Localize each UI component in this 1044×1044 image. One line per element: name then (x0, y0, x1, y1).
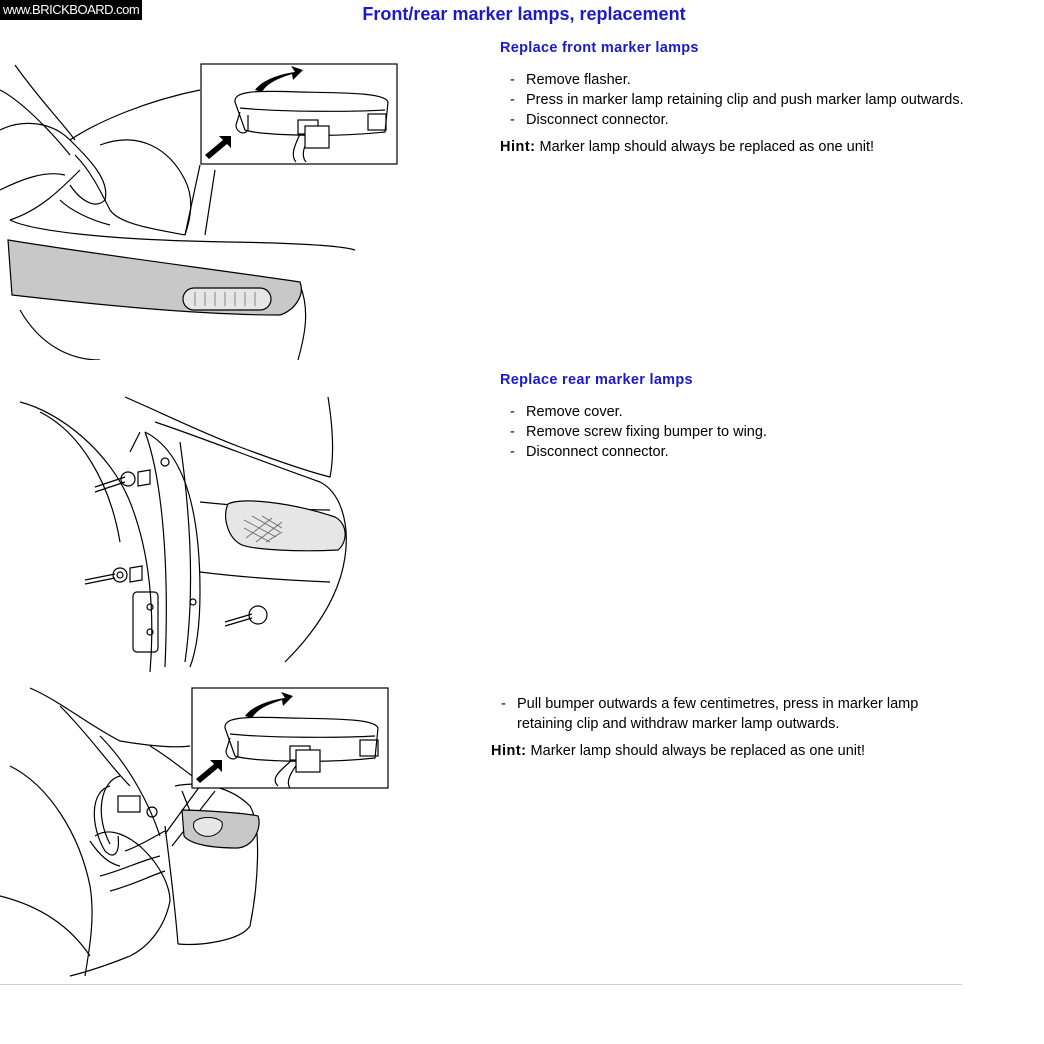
front-step: - Disconnect connector. (510, 112, 669, 128)
hint-label: Hint: (491, 743, 527, 759)
rear-step: - Remove screw fixing bumper to wing. (510, 424, 767, 440)
rear-steps-list (500, 402, 767, 462)
watermark-logo: www.BRICKBOARD.com (0, 0, 142, 20)
hint-label: Hint: (500, 139, 536, 155)
step-dash: - (501, 696, 506, 712)
hint-text: Marker lamp should always be replaced as one unit! (530, 743, 866, 759)
front-step: - Remove flasher. (510, 72, 631, 88)
page-title: Front/rear marker lamps, replacement (362, 4, 686, 24)
front-section-title: Replace front marker lamps (500, 40, 699, 56)
front-hint (500, 137, 874, 157)
step-dash: - (510, 112, 515, 128)
rear-step: - Disconnect connector. (510, 444, 669, 460)
front-step: - Press in marker lamp retaining clip and push marker lamp outwards. (510, 92, 964, 108)
third-hint (491, 741, 865, 761)
front-marker-lamp-illustration (0, 60, 400, 360)
third-steps-list (491, 694, 918, 734)
step-dash: - (510, 72, 515, 88)
third-step: - Pull bumper outwards a few centimetres, press in marker lamp retaining clip and withdraw marker lamp outwards. (501, 696, 919, 732)
rear-marker-lamp-illustration (0, 392, 400, 672)
front-steps-list (500, 70, 964, 130)
step-dash: - (510, 424, 515, 440)
hint-text: Marker lamp should always be replaced as one unit! (539, 139, 875, 155)
step-dash: - (510, 444, 515, 460)
bottom-divider (0, 984, 962, 985)
rear-section-title: Replace rear marker lamps (500, 372, 693, 388)
step-dash: - (510, 92, 515, 108)
rear-step: - Remove cover. (510, 404, 623, 420)
step-dash: - (510, 404, 515, 420)
pull-bumper-illustration (0, 686, 392, 982)
